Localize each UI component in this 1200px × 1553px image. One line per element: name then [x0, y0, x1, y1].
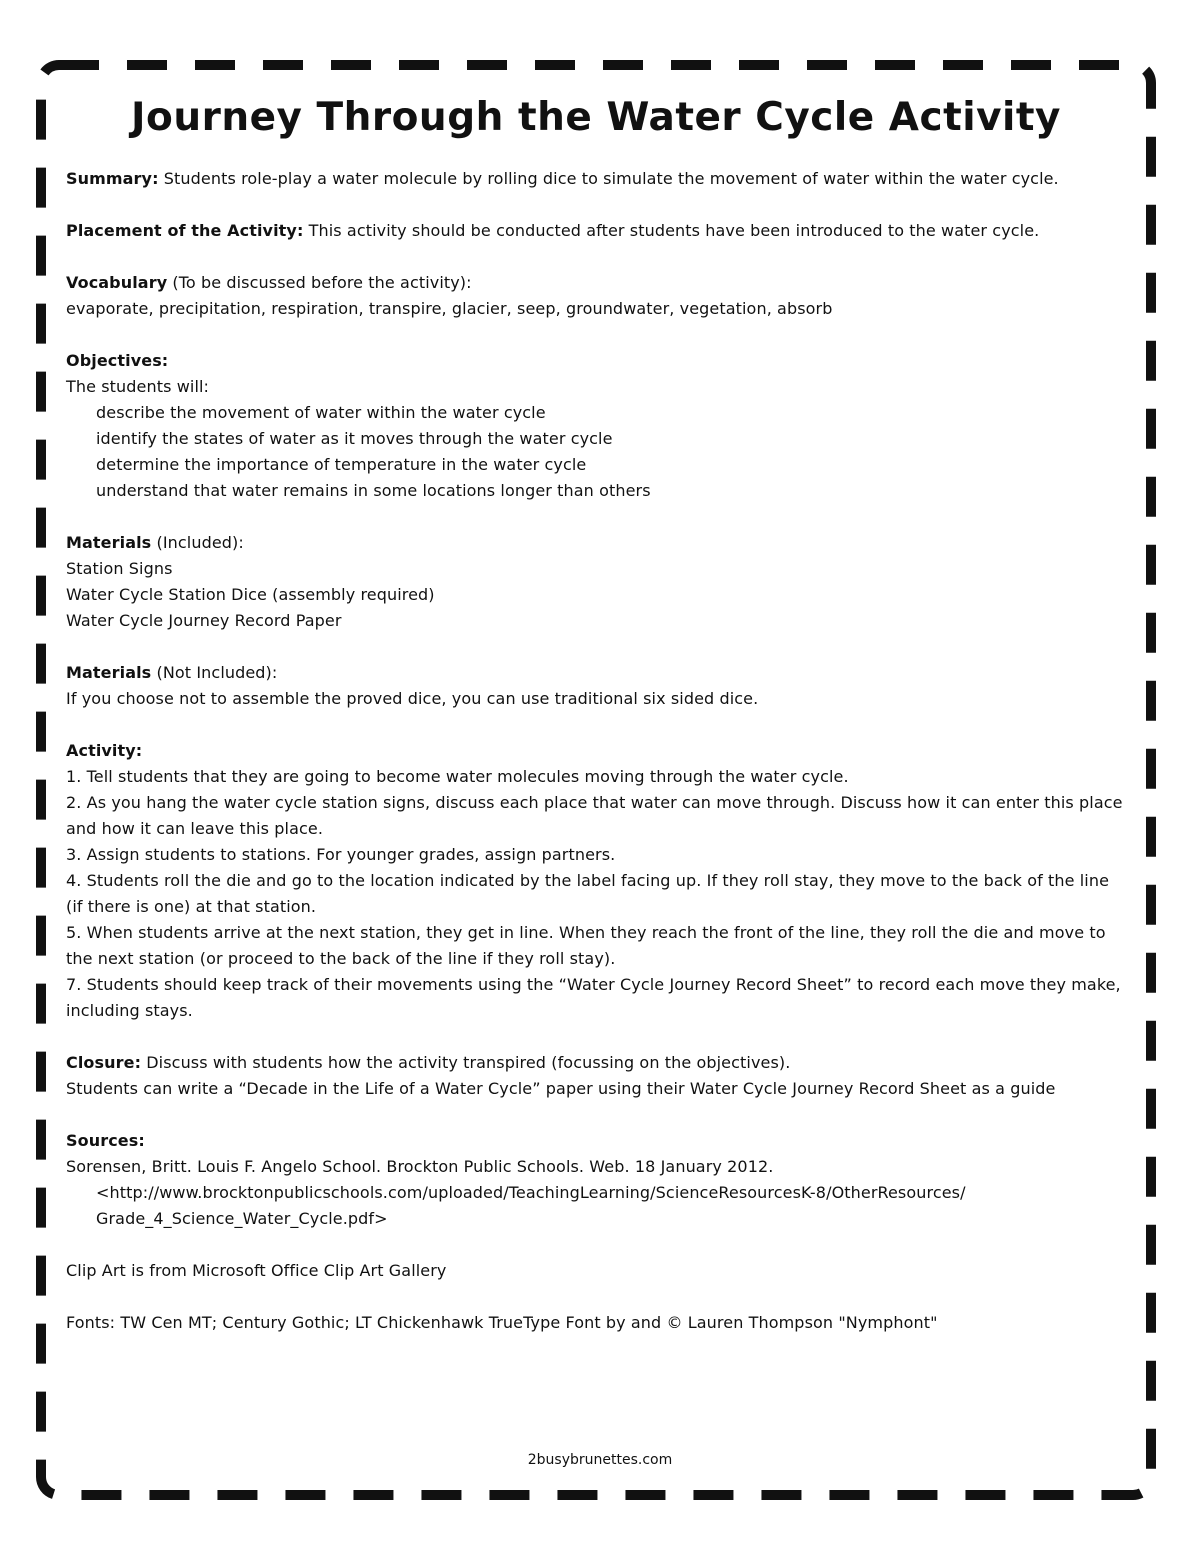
activity-label: Activity: — [66, 741, 143, 760]
activity-section — [66, 738, 1126, 1024]
vocabulary-label: Vocabulary — [66, 273, 168, 292]
objective-item: understand that water remains in some locations longer than others — [96, 481, 651, 500]
objective-item: identify the states of water as it moves through the water cycle — [96, 429, 613, 448]
sources-url: <http://www.brocktonpublicschools.com/uploaded/TeachingLearning/ScienceResourcesK-8/OtherResources/ Grade_4_Science_Water_Cycle.pdf> — [96, 1183, 966, 1228]
objectives-intro: The students will: — [66, 377, 210, 396]
document-body — [66, 92, 1126, 1362]
fonts-credit: Fonts: TW Cen MT; Century Gothic; LT Chickenhawk TrueType Font by and © Lauren Thompson "Nymphont" — [66, 1313, 938, 1332]
page-title: Journey Through the Water Cycle Activity — [131, 95, 1061, 140]
activity-step: 5. When students arrive at the next station, they get in line. When they reach the front of the line, they roll the die and move to the next station (or proceed to the back of the line if they roll stay). — [66, 923, 1106, 968]
sources-label: Sources: — [66, 1131, 145, 1150]
closure-text: Discuss with students how the activity transpired (focussing on the objectives). — [146, 1053, 791, 1072]
materials-included-note: (Included): — [156, 533, 244, 552]
clip-art-section — [66, 1258, 1126, 1284]
closure-text-2: Students can write a “Decade in the Life of a Water Cycle” paper using their Water Cycle Journey Record Sheet as a guide — [66, 1079, 1056, 1098]
activity-step: 4. Students roll the die and go to the location indicated by the label facing up. If they roll stay, they move to the back of the line (if there is one) at that station. — [66, 871, 1110, 916]
materials-included-section — [66, 530, 1126, 634]
activity-step: 3. Assign students to stations. For younger grades, assign partners. — [66, 845, 616, 864]
footer-website: 2busybrunettes.com — [527, 1452, 673, 1468]
placement-label: Placement of the Activity: — [66, 221, 304, 240]
material-item: Water Cycle Station Dice (assembly required) — [66, 585, 435, 604]
fonts-section — [66, 1310, 1126, 1336]
material-item: Water Cycle Journey Record Paper — [66, 611, 342, 630]
summary-text: Students role-play a water molecule by rolling dice to simulate the movement of water within the water cycle. — [163, 169, 1059, 188]
material-item: Station Signs — [66, 559, 173, 578]
vocabulary-words: evaporate, precipitation, respiration, transpire, glacier, seep, groundwater, vegetation, absorb — [66, 299, 833, 318]
sources-section — [66, 1128, 1126, 1232]
summary-label: Summary: — [66, 169, 159, 188]
closure-section — [66, 1050, 1126, 1102]
activity-step: 1. Tell students that they are going to become water molecules moving through the water cycle. — [66, 767, 849, 786]
placement-section — [66, 218, 1126, 244]
materials-not-included-label: Materials — [66, 663, 152, 682]
materials-included-label: Materials — [66, 533, 152, 552]
objectives-label: Objectives: — [66, 351, 169, 370]
objective-item: determine the importance of temperature in the water cycle — [96, 455, 587, 474]
activity-step: 2. As you hang the water cycle station signs, discuss each place that water can move through. Discuss how it can enter this place and how it can leave this place. — [66, 793, 1123, 838]
sources-citation: Sorensen, Britt. Louis F. Angelo School. Brockton Public Schools. Web. 18 January 2012. — [66, 1157, 774, 1176]
materials-not-included-text: If you choose not to assemble the proved dice, you can use traditional six sided dice. — [66, 689, 759, 708]
objective-item: describe the movement of water within the water cycle — [96, 403, 546, 422]
materials-not-included-section — [66, 660, 1126, 712]
objectives-section — [66, 348, 1126, 504]
vocabulary-section — [66, 270, 1126, 322]
vocabulary-note: (To be discussed before the activity): — [172, 273, 472, 292]
placement-text: This activity should be conducted after students have been introduced to the water cycle. — [308, 221, 1040, 240]
activity-step: 7. Students should keep track of their movements using the “Water Cycle Journey Record Sheet” to record each move they make, including stays. — [66, 975, 1121, 1020]
materials-not-included-note: (Not Included): — [156, 663, 278, 682]
summary-section — [66, 166, 1126, 192]
clip-art-credit: Clip Art is from Microsoft Office Clip Art Gallery — [66, 1261, 447, 1280]
closure-label: Closure: — [66, 1053, 142, 1072]
